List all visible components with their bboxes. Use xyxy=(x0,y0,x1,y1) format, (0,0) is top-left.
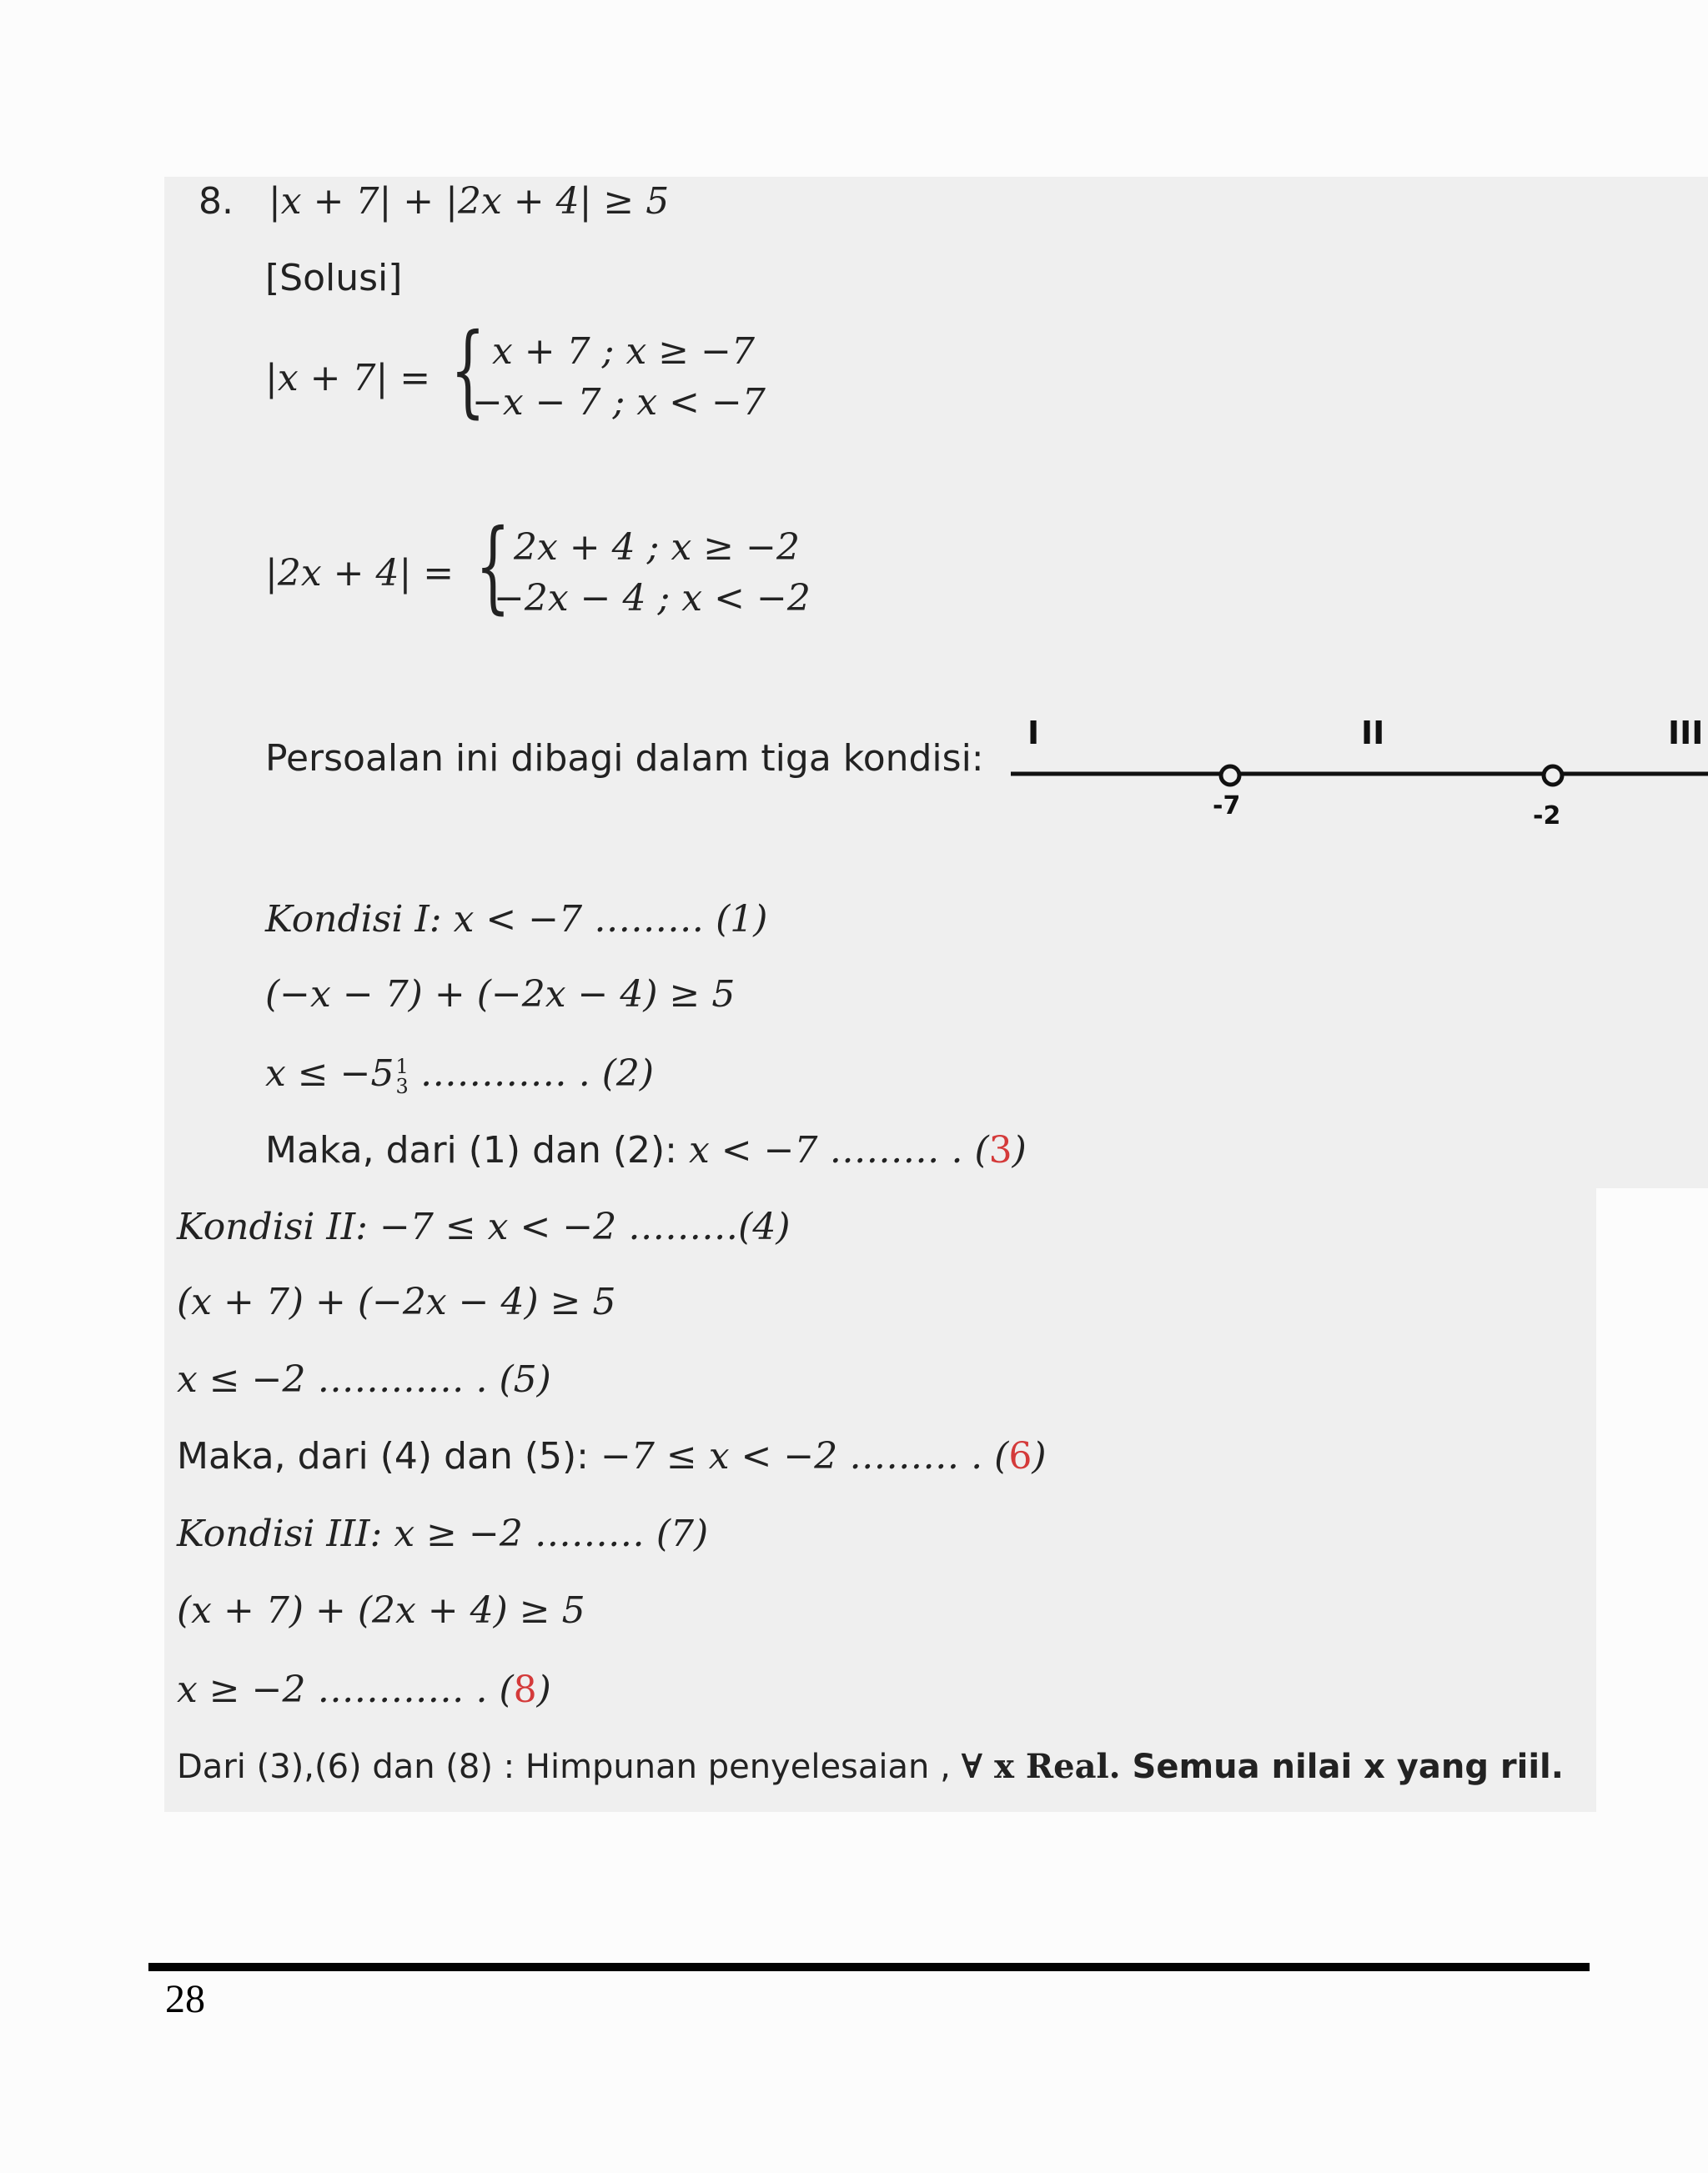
abs2-case2: −2x − 4 ; x < −2 xyxy=(494,577,811,620)
fraction-numerator: 1 xyxy=(395,1054,409,1078)
kondisi1-conclusion-ref: 3 xyxy=(988,1129,1012,1172)
page-number: 28 xyxy=(165,1977,205,2021)
open-point-minus2 xyxy=(1544,766,1562,785)
kondisi3-step1: (x + 7) + (2x + 4) ≥ 5 xyxy=(177,1589,585,1632)
kondisi2-step1: (x + 7) + (−2x − 4) ≥ 5 xyxy=(177,1281,616,1323)
final-answer-prefix: Dari (3),(6) dan (8) : Himpunan penyelesaian , xyxy=(177,1748,962,1786)
kondisi2-title: Kondisi II: −7 ≤ x < −2 ………(4) xyxy=(177,1206,791,1248)
fraction-denominator: 3 xyxy=(395,1074,409,1098)
kondisi1-step2 xyxy=(265,1049,654,1099)
abs2-lhs: |2x + 4| = xyxy=(265,552,455,595)
kondisi1-fraction xyxy=(396,1056,409,1097)
footer-rule xyxy=(148,1963,1590,1971)
conditions-intro: Persoalan ini dibagi dalam tiga kondisi: xyxy=(265,737,984,780)
kondisi1-conclusion-close: ) xyxy=(1012,1129,1027,1172)
abs2-brace: { xyxy=(475,509,510,625)
solution-label: [Solusi] xyxy=(265,257,403,299)
kondisi3-title: Kondisi III: x ≥ −2 ……… (7) xyxy=(177,1513,709,1555)
region-label-2: II xyxy=(1361,715,1385,751)
final-answer xyxy=(177,1742,1564,1792)
problem-inequality: |x + 7| + |2x + 4| ≥ 5 xyxy=(268,180,670,223)
kondisi2-step2: x ≤ −2 ………… . (5) xyxy=(177,1358,551,1401)
problem-number: 8. xyxy=(198,180,234,223)
kondisi1-step1: (−x − 7) + (−2x − 4) ≥ 5 xyxy=(265,973,736,1016)
kondisi2-conclusion-math: −7 ≤ x < −2 ……… . ( xyxy=(589,1435,1009,1478)
abs1-case2: −x − 7 ; x < −7 xyxy=(472,381,766,424)
abs1-case1: x + 7 ; x ≥ −7 xyxy=(492,330,755,373)
kondisi1-title: Kondisi I: x < −7 ……… (1) xyxy=(265,898,768,941)
point-label-minus7: -7 xyxy=(1213,791,1241,821)
kondisi2-conclusion xyxy=(177,1432,1047,1482)
kondisi2-conclusion-close: ) xyxy=(1032,1435,1047,1478)
kondisi1-step2-main: x ≤ −5 xyxy=(265,1052,394,1095)
final-answer-suffix: Semua nilai x yang riil. xyxy=(1120,1748,1564,1786)
solution-panel-top xyxy=(164,177,1708,1188)
number-line xyxy=(1001,700,1708,842)
open-point-minus7 xyxy=(1221,766,1239,785)
kondisi1-step2-tail: ………… . (2) xyxy=(408,1052,655,1095)
point-label-minus2: -2 xyxy=(1533,801,1561,831)
region-label-3: III xyxy=(1668,715,1704,751)
kondisi2-conclusion-ref: 6 xyxy=(1008,1435,1032,1478)
kondisi3-step2-ref: 8 xyxy=(513,1669,537,1711)
problem-statement xyxy=(198,177,669,227)
region-label-1: I xyxy=(1027,715,1040,751)
abs2-case1: 2x + 4 ; x ≥ −2 xyxy=(514,526,800,569)
kondisi2-conclusion-prefix: Maka, dari (4) dan (5): xyxy=(177,1435,589,1478)
kondisi3-step2-main: x ≥ −2 ………… . ( xyxy=(177,1669,514,1711)
abs1-brace: { xyxy=(450,313,485,429)
final-answer-symbol: ∀ x Real. xyxy=(961,1747,1121,1786)
kondisi3-step2-close: ) xyxy=(536,1669,551,1711)
kondisi3-step2 xyxy=(177,1665,551,1715)
abs1-lhs: |x + 7| = xyxy=(265,357,431,399)
kondisi1-conclusion xyxy=(265,1126,1027,1176)
kondisi1-conclusion-prefix: Maka, dari (1) dan (2): xyxy=(265,1129,677,1172)
kondisi1-conclusion-math: x < −7 ……… . ( xyxy=(677,1129,989,1172)
